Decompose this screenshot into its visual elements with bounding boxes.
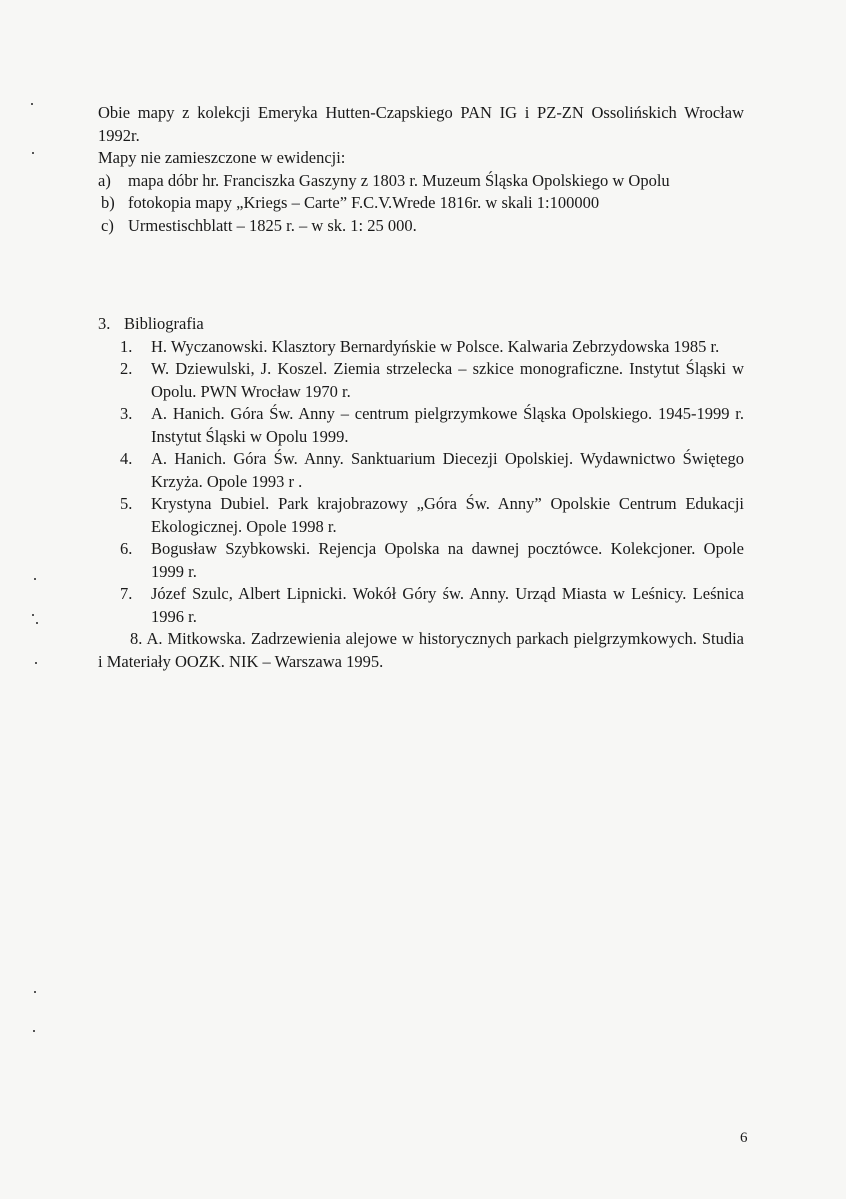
bibliography-item [98, 493, 744, 538]
bibliography-item-number: 1. [120, 336, 133, 356]
bibliography-item [98, 358, 744, 403]
bibliography-item-text: A. Hanich. Góra Św. Anny – centrum pielgrzymkowe Śląska Opolskiego. 1945-1999 r. Instytut Śląski w Opolu 1999. [151, 404, 744, 446]
bibliography-section [98, 313, 744, 673]
bibliography-item [98, 448, 744, 493]
scan-speck [36, 622, 38, 624]
section-heading-number: 3. [98, 314, 111, 333]
scan-speck [34, 578, 36, 580]
bibliography-item [98, 538, 744, 583]
intro-section [98, 102, 744, 237]
list-item-label: b) [101, 193, 115, 212]
bibliography-item-number: 6. [120, 539, 133, 558]
list-item [98, 170, 744, 193]
page-number: 6 [740, 1130, 748, 1146]
scan-speck [31, 103, 33, 105]
bibliography-item-text: Józef Szulc, Albert Lipnicki. Wokół Góry św. Anny. Urząd Miasta w Leśnicy. Leśnica 1996 r. [151, 584, 744, 626]
bibliography-item-text: A. Hanich. Góra Św. Anny. Sanktuarium Diecezji Opolskiej. Wydawnictwo Świętego Krzyża. Opole 1993 r . [151, 449, 744, 491]
bibliography-item-text: H. Wyczanowski. Klasztory Bernardyńskie w Polsce. Kalwaria Zebrzydowska 1985 r. [151, 336, 720, 356]
list-item-label: a) [98, 170, 111, 190]
bibliography-item-number: 5. [120, 494, 133, 513]
bibliography-item [98, 403, 744, 448]
bibliography-item [98, 336, 744, 359]
section-heading-text: Bibliografia [124, 314, 204, 333]
scan-speck [34, 991, 36, 993]
list-item [98, 215, 744, 238]
bibliography-item-number: 8. [130, 629, 143, 648]
list-item-text: fotokopia mapy „Kriegs – Carte” F.C.V.Wrede 1816r. w skali 1:100000 [128, 193, 600, 212]
scan-speck [33, 1030, 35, 1032]
scan-speck [32, 614, 34, 616]
list-item-label: c) [101, 215, 114, 235]
bibliography-item-number: 4. [120, 449, 133, 468]
bibliography-item-number: 7. [120, 584, 133, 603]
bibliography-item-number: 2. [120, 359, 133, 378]
bibliography-item [98, 628, 744, 673]
intro-subheading: Mapy nie zamieszczone w ewidencji: [98, 148, 346, 167]
bibliography-item-text: A. Mitkowska. Zadrzewienia alejowe w historycznych parkach pielgrzymkowych. Studia i Materiały OOZK. NIK – Warszawa 1995. [98, 629, 745, 671]
intro-paragraph: Obie mapy z kolekcji Emeryka Hutten-Czapskiego PAN IG i PZ-ZN Ossolińskich Wrocław 1992r. [98, 103, 744, 145]
bibliography-item-text: Krystyna Dubiel. Park krajobrazowy „Góra Św. Anny” Opolskie Centrum Edukacji Ekologicznej. Opole 1998 r. [151, 494, 744, 536]
bibliography-item-number: 3. [120, 404, 133, 423]
section-heading [98, 313, 744, 336]
scan-speck [32, 152, 34, 154]
bibliography-item [98, 583, 744, 628]
bibliography-item-text: Bogusław Szybkowski. Rejencja Opolska na dawnej pocztówce. Kolekcjoner. Opole 1999 r. [151, 539, 744, 581]
list-item-text: mapa dóbr hr. Franciszka Gaszyny z 1803 r. Muzeum Śląska Opolskiego w Opolu [128, 170, 670, 190]
scan-speck [35, 662, 37, 664]
list-item-text: Urmestischblatt – 1825 r. – w sk. 1: 25 000. [128, 215, 417, 235]
bibliography-item-text: W. Dziewulski, J. Koszel. Ziemia strzelecka – szkice monograficzne. Instytut Śląski w Opolu. PWN Wrocław 1970 r. [151, 359, 744, 401]
list-item [98, 192, 744, 215]
